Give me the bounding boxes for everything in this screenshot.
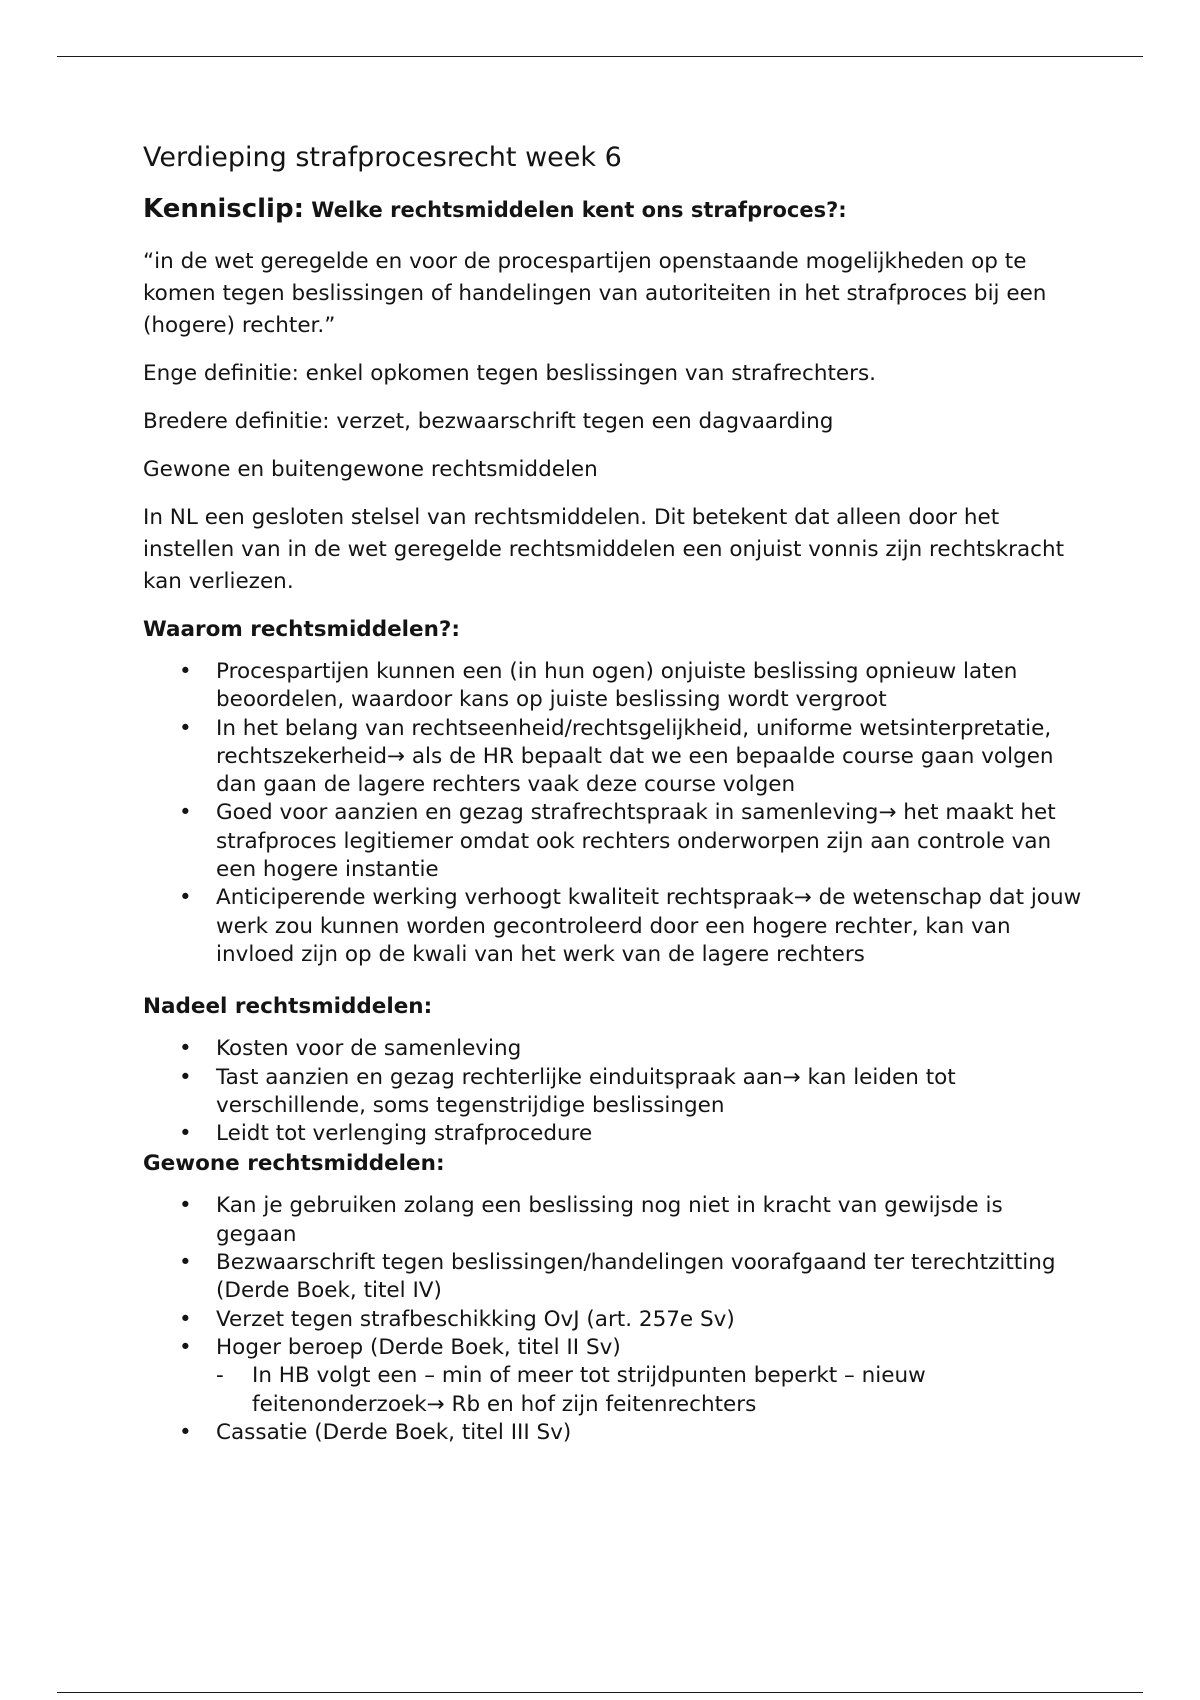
list-item: • Procespartijen kunnen een (in hun ogen) onjuiste beslissing opnieuw laten beoordelen, waardoor kans op juiste beslissing wordt vergroot [179,659,1018,713]
list-disadvantage [143,1035,1083,1148]
list-item: • Leidt tot verlenging strafprocedure [143,1120,1083,1148]
bullet-icon: • [179,1419,192,1445]
list-subitem: - In HB volgt een – min of meer tot strijdpunten beperkt – nieuw feitenonderzoek→ Rb en hof zijn feitenrechters [216,1363,926,1417]
broad-definition: Bredere definitie: verzet, bezwaarschrift tegen een dagvaarding [143,409,834,434]
list-item: • Hoger beroep (Derde Boek, titel II Sv) [143,1334,1083,1362]
bullet-icon: • [179,1193,192,1219]
section-heading-disadvantage: Nadeel rechtsmiddelen: [143,994,433,1020]
closed-system-paragraph: In NL een gesloten stelsel van rechtsmiddelen. Dit betekent dat alleen door het instellen van in de wet geregelde rechtsmiddelen een onjuist vonnis zijn rechtskracht kan verliezen. [143,505,1065,594]
bullet-icon: • [179,1064,192,1090]
header-rule [57,56,1143,57]
list-item: • Anticiperende werking verhoogt kwaliteit rechtspraak→ de wetenschap dat jouw werk zou kunnen worden gecontroleerd door een hogere rechter, kan van invloed zijn op de kwali van het werk van de lagere rechters [179,885,1082,967]
dash-icon: - [216,1363,224,1389]
bullet-icon: • [179,659,192,684]
subtitle-lead: Kennisclip: [143,194,304,224]
list-item: • Bezwaarschrift tegen beslissingen/handelingen voorafgaand ter terechtzitting (Derde Boek, titel IV) [179,1250,1056,1304]
bullet-icon: • [179,1306,192,1332]
page-subtitle [143,192,1083,229]
list-ordinary [143,1192,1083,1447]
bullet-icon: • [179,1036,192,1062]
document-body [143,140,1083,1447]
definition-paragraph: “in de wet geregelde en voor de procespartijen openstaande mogelijkheden op te komen tegen beslissingen of handelingen van autoriteiten in het strafproces bij een (hogere) rechter.” [143,249,1047,338]
list-item: • Kan je gebruiken zolang een beslissing nog niet in kracht van gewijsde is gegaan [179,1193,1003,1247]
list-item: • Kosten voor de samenleving [143,1035,1083,1063]
list-why [143,658,1083,969]
list-item: • Cassatie (Derde Boek, titel III Sv) [143,1419,1083,1447]
bullet-icon: • [179,715,192,741]
subtitle-rest: Welke rechtsmiddelen kent ons strafproces?: [303,198,847,222]
footer-rule [57,1692,1143,1693]
bullet-icon: • [179,800,192,826]
list-item: • In het belang van rechtseenheid/rechtsgelijkheid, uniforme wetsinterpretatie, rechtszekerheid→ als de HR bepaalt dat we een bepaalde course gaan volgen dan gaan de lagere rechters vaak deze course volgen [179,715,1054,798]
list-item: • Goed voor aanzien en gezag strafrechtspraak in samenleving→ het maakt het strafproces legitiemer omdat ook rechters onderworpen zijn aan controle van een hogere instantie [179,800,1056,883]
section-heading-ordinary: Gewone rechtsmiddelen: [143,1151,445,1177]
section-heading-why: Waarom rechtsmiddelen?: [143,617,460,642]
ordinary-extraordinary: Gewone en buitengewone rechtsmiddelen [143,457,598,482]
bullet-icon: • [179,1334,192,1360]
bullet-icon: • [179,885,192,911]
page-title: Verdieping strafprocesrecht week 6 [143,142,622,173]
list-item: • Verzet tegen strafbeschikking OvJ (art. 257e Sv) [143,1306,1083,1334]
bullet-icon: • [179,1250,192,1276]
narrow-definition: Enge definitie: enkel opkomen tegen beslissingen van strafrechters. [143,361,876,386]
bullet-icon: • [179,1121,192,1147]
list-item: • Tast aanzien en gezag rechterlijke einduitspraak aan→ kan leiden tot verschillende, soms tegenstrijdige beslissingen [179,1064,956,1118]
